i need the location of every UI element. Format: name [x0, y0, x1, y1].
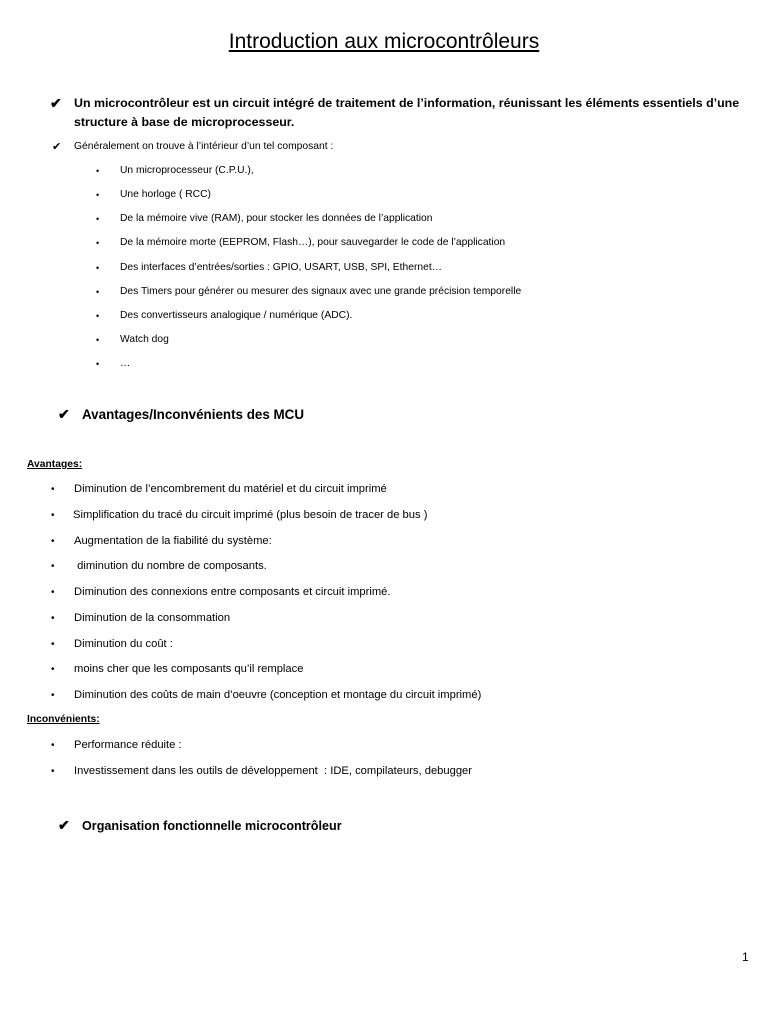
bullet-icon: •	[51, 561, 55, 572]
advantage-item-text: Diminution de la consommation	[74, 612, 231, 624]
component-item-text: Des interfaces d’entrées/sorties : GPIO, USART, USB, SPI, Ethernet…	[120, 262, 442, 273]
bullet-icon: •	[51, 510, 55, 521]
bullet-icon: •	[96, 238, 100, 248]
bullet-icon: •	[96, 359, 100, 369]
bullet-icon: •	[51, 766, 55, 777]
advantage-item-text: Diminution de l’encombrement du matériel et du circuit imprimé	[74, 483, 387, 495]
advantage-item-text: Augmentation de la fiabilité du système:	[74, 535, 272, 547]
component-item-text: De la mémoire vive (RAM), pour stocker les données de l’application	[120, 213, 433, 224]
bullet-icon: •	[51, 613, 55, 624]
bullet-icon: •	[96, 335, 100, 345]
advantage-item-text: Diminution du coût :	[74, 638, 173, 650]
bullet-icon: •	[51, 484, 55, 495]
advantages-label: Avantages:	[27, 459, 83, 470]
bullet-icon: •	[51, 587, 55, 598]
component-item-text: Une horloge ( RCC)	[120, 189, 211, 200]
component-item-text: Un microprocesseur (C.P.U.),	[120, 165, 254, 176]
disadvantage-item-text: Performance réduite :	[74, 739, 182, 751]
advantage-item-text: Diminution des connexions entre composants et circuit imprimé.	[74, 586, 391, 598]
component-item-text: Watch dog	[120, 334, 169, 345]
bullet-icon: •	[51, 664, 55, 675]
disadvantages-label: Inconvénients:	[27, 714, 100, 725]
checkmark-icon: ✔	[50, 95, 62, 111]
bullet-icon: •	[96, 287, 100, 297]
bullet-icon: •	[96, 190, 100, 200]
advantage-item-text: Diminution des coûts de main d’oeuvre (conception et montage du circuit imprimé)	[74, 689, 482, 701]
intro-general-text: Généralement on trouve à l’intérieur d’un tel composant :	[74, 141, 334, 152]
bullet-icon: •	[51, 639, 55, 650]
section-heading-advantages: Avantages/Inconvénients des MCU	[82, 407, 304, 422]
section-heading-organisation: Organisation fonctionnelle microcontrôleur	[82, 819, 342, 833]
bullet-icon: •	[96, 263, 100, 273]
advantage-item-text: diminution du nombre de composants.	[74, 560, 267, 572]
checkmark-icon: ✔	[52, 141, 62, 153]
bullet-icon: •	[96, 311, 100, 321]
bullet-icon: •	[96, 214, 100, 224]
intro-lead-paragraph: Un microcontrôleur est un circuit intégré de traitement de l’information, réunissant les éléments essentiels d’une structure à base de microprocesseur.	[74, 96, 740, 129]
advantage-item-text: Simplification du tracé du circuit imprimé (plus besoin de tracer de bus )	[73, 509, 428, 521]
advantage-item-text: moins cher que les composants qu’il remplace	[74, 663, 304, 675]
component-item-text: De la mémoire morte (EEPROM, Flash…), pour sauvegarder le code de l’application	[120, 237, 506, 248]
disadvantage-item-text: Investissement dans les outils de développement : IDE, compilateurs, debugger	[74, 765, 472, 777]
page-number: 1	[742, 950, 749, 964]
bullet-icon: •	[51, 740, 55, 751]
bullet-icon: •	[51, 690, 55, 701]
component-item-text: Des Timers pour générer ou mesurer des signaux avec une grande précision temporelle	[120, 286, 522, 297]
checkmark-icon: ✔	[58, 817, 70, 833]
bullet-icon: •	[51, 536, 55, 547]
component-item-text: …	[120, 358, 131, 369]
component-item-text: Des convertisseurs analogique / numérique (ADC).	[120, 310, 353, 321]
checkmark-icon: ✔	[58, 406, 70, 422]
bullet-icon: •	[96, 166, 100, 176]
page-title: Introduction aux microcontrôleurs	[228, 30, 540, 53]
